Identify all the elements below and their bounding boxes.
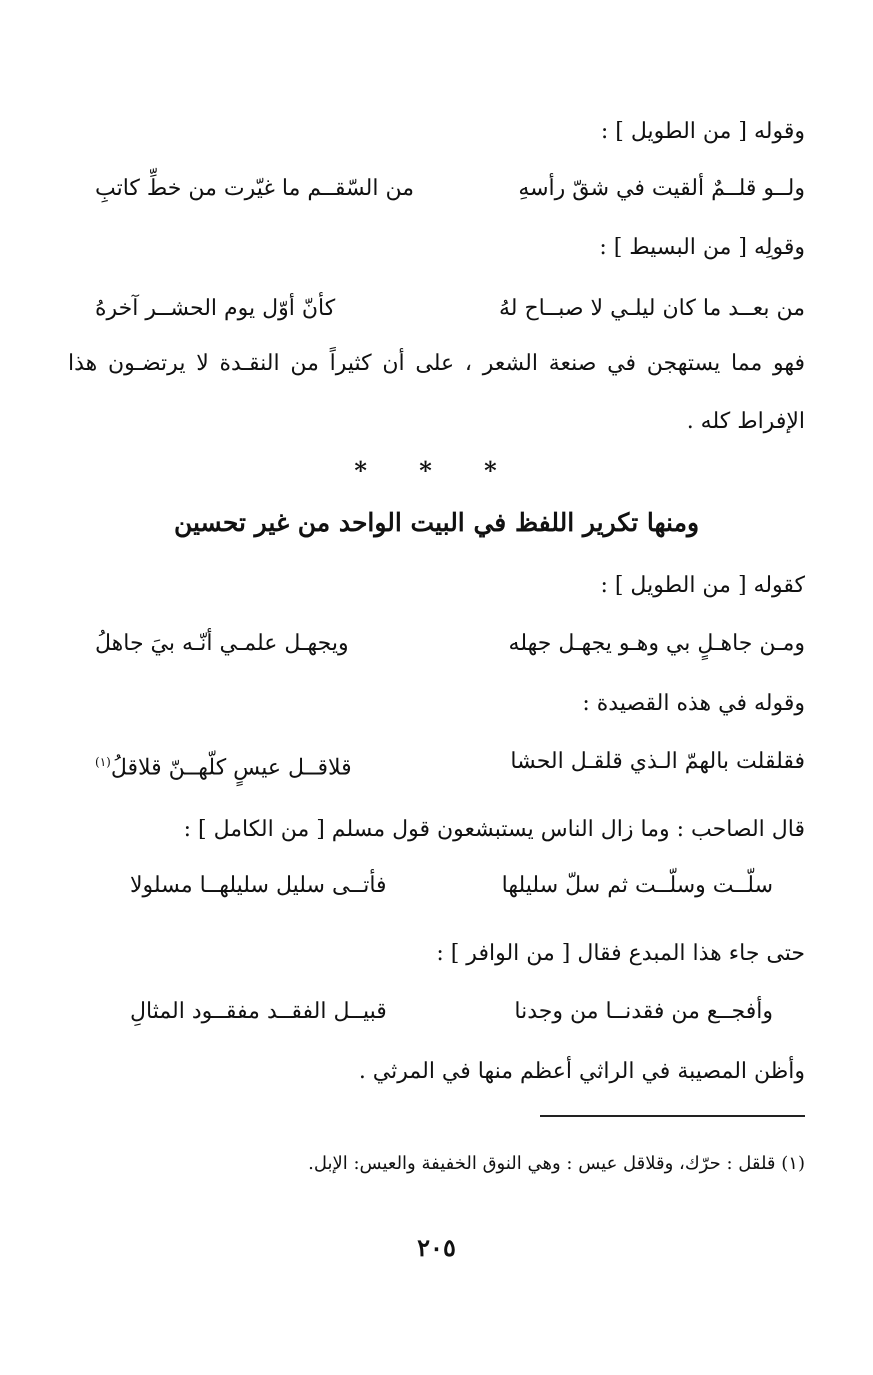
verse-4 — [95, 745, 805, 779]
intro-line-kaqawlihi: كقوله [ من الطويل ] : — [600, 573, 805, 598]
verse-1-first-hemistich: ولــو قلــمٌ ألقيت في شقّ رأسهِ — [518, 176, 805, 201]
closing-line: وأظن المصيبة في الراثي أعظم منها في المرثي . — [358, 1059, 805, 1084]
verse-5 — [130, 869, 773, 903]
intro-line-basit: وقولِه [ من البسيط ] : — [599, 235, 805, 260]
intro-line-tawil: وقوله [ من الطويل ] : — [600, 119, 805, 144]
intro-line-wafir: حتى جاء هذا المبدع فقال [ من الوافر ] : — [436, 941, 805, 966]
verse-3-first-hemistich: ومـن جاهـلٍ بي وهـو يجهـل جهله — [508, 631, 805, 656]
intro-line-qasida: وقوله في هذه القصيدة : — [582, 691, 805, 716]
section-heading: ومنها تكرير اللفظ في البيت الواحد من غير تحسين — [173, 508, 700, 537]
intro-line-sahib: قال الصاحب : وما زال الناس يستبشعون قول مسلم [ من الكامل ] : — [183, 817, 805, 842]
footnote-separator — [540, 1115, 805, 1117]
verse-3 — [95, 627, 805, 661]
verse-6-first-hemistich: وأفجــع من فقدنــا من وجدنا — [514, 999, 773, 1024]
verse-2-first-hemistich: من بعــد ما كان ليلـي لا صبــاح لهُ — [498, 296, 805, 321]
footnote-marker: (١) — [95, 755, 111, 769]
verse-4-first-hemistich: فقلقلت بالهمّ الـذي قلقـل الحشا — [510, 749, 805, 774]
paragraph-criticism: فهو مما يستهجن في صنعة الشعر ، على أن كثيراً من النقـدة لا يرتضـون هذا الإفراط كله . — [68, 351, 805, 434]
verse-6 — [130, 995, 773, 1029]
section-divider-stars: * * * — [354, 456, 519, 485]
verse-1-second-hemistich: من السّقــم ما غيّرت من خطِّ كاتبِ — [95, 176, 414, 201]
verse-4-second-text: قلاقــل عيسٍ كلّهــنّ قلاقلُ — [110, 755, 352, 781]
verse-2 — [95, 292, 805, 326]
verse-6-second-hemistich: قبيــل الفقــد مفقــود المثالِ — [130, 999, 387, 1024]
footnote-text: (١) قلقل : حرّك، وقلاقل عيس : وهي النوق الخفيفة والعيس: الإبل. — [308, 1153, 805, 1174]
verse-3-second-hemistich: ويجهـل علمـي أنّـه بيَ جاهلُ — [95, 631, 349, 656]
verse-4-second-hemistich — [95, 745, 352, 785]
verse-5-second-hemistich: فأتــى سليل سليلهــا مسلولا — [130, 873, 387, 898]
verse-2-second-hemistich: كأنّ أوّل يوم الحشــر آخرهُ — [95, 296, 336, 321]
verse-5-first-hemistich: سلّــت وسلّــت ثم سلّ سليلها — [501, 873, 773, 898]
page-number: ٢٠٥ — [417, 1233, 456, 1262]
verse-1 — [95, 172, 805, 206]
